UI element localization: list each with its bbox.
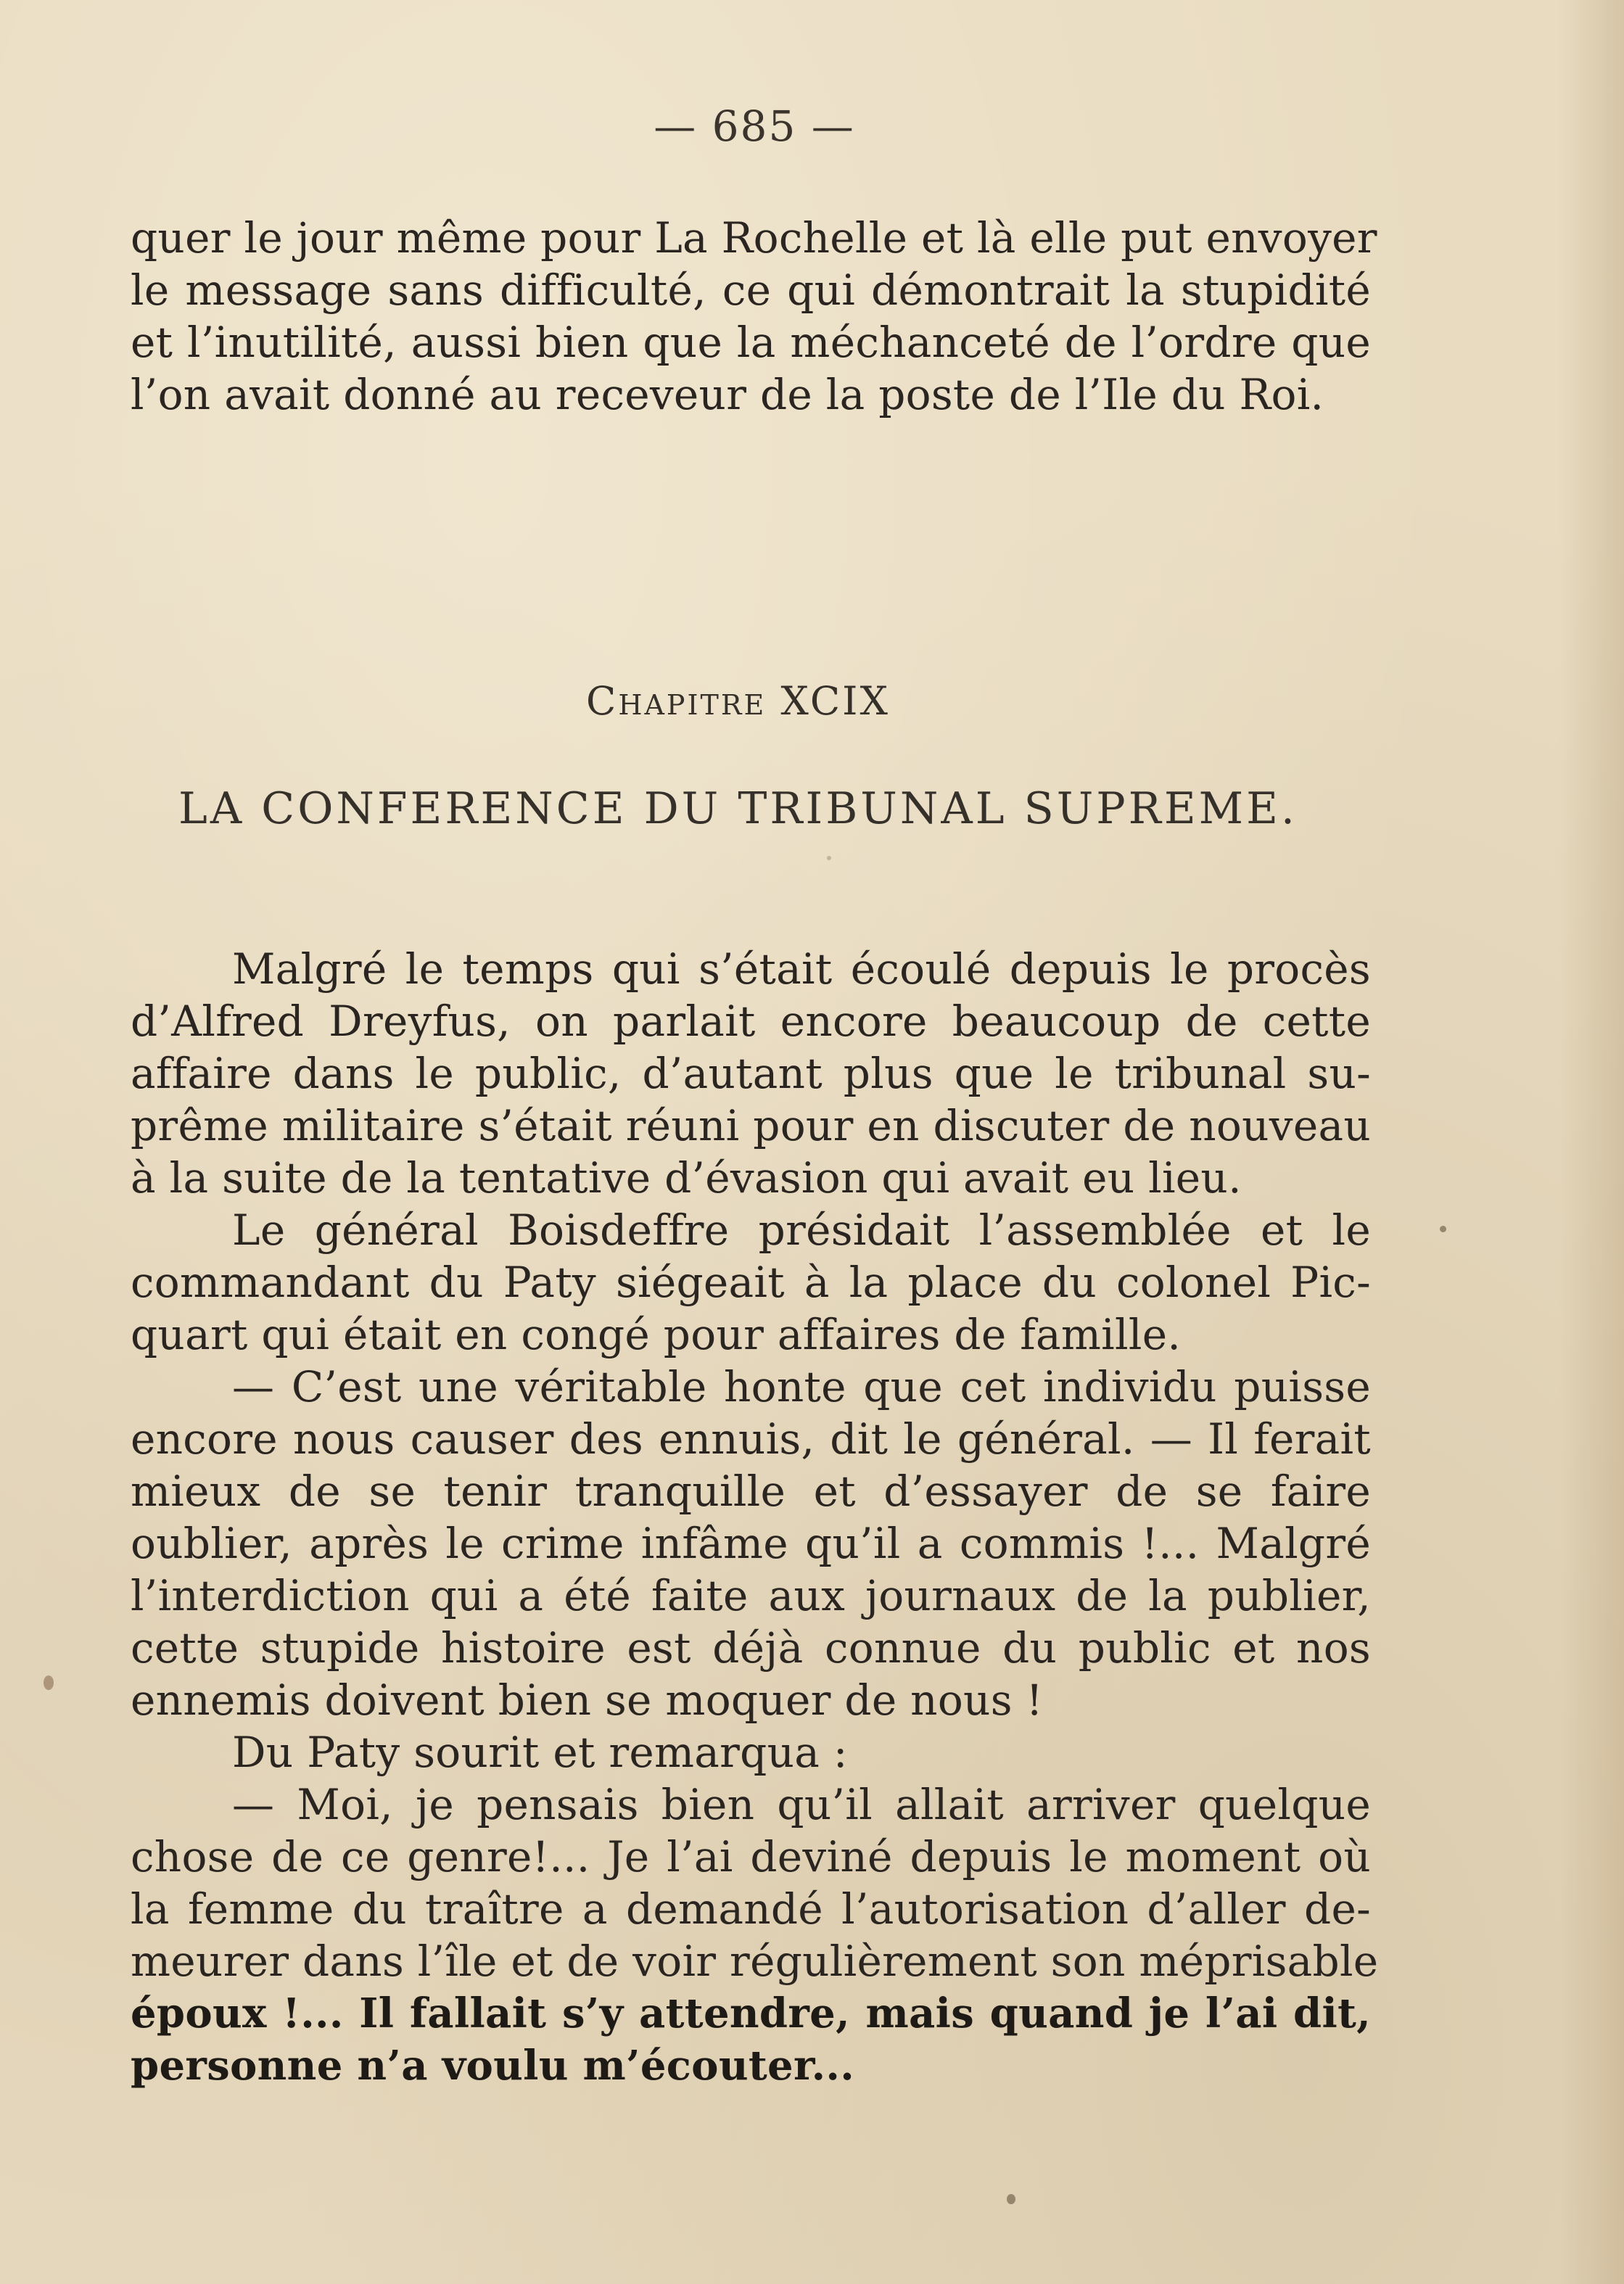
- text-line: mieux de se tenir tranquille et d’essayer de se faire: [131, 1467, 1371, 1516]
- text-line: l’on avait donné au receveur de la poste de l’Ile du Roi.: [131, 370, 1324, 419]
- text-line: la femme du traître a demandé l’autorisation d’aller de-: [131, 1884, 1371, 1934]
- text-line: affaire dans le public, d’autant plus que le tribunal su-: [131, 1049, 1371, 1098]
- paper-speck: [1007, 2194, 1015, 2204]
- text-line: oublier, après le crime infâme qu’il a commis !... Malgré: [131, 1519, 1371, 1568]
- paper-speck: [827, 856, 831, 860]
- text-line: meurer dans l’île et de voir régulièrement son méprisable: [131, 1937, 1379, 1986]
- text-line: commandant du Paty siégeait à la place du colonel Pic-: [131, 1258, 1371, 1307]
- text-line: ennemis doivent bien se moquer de nous !: [131, 1675, 1044, 1725]
- chapter-label: [0, 678, 1476, 724]
- text-line: l’interdiction qui a été faite aux journaux de la publier,: [131, 1571, 1371, 1620]
- text-line: Du Paty sourit et remarqua :: [232, 1728, 848, 1777]
- text-line: encore nous causer des ennuis, dit le général. — Il ferait: [131, 1414, 1371, 1464]
- text-line: — C’est une véritable honte que cet individu puisse: [232, 1362, 1371, 1411]
- text-line: et l’inutilité, aussi bien que la méchanceté de l’ordre que: [131, 318, 1371, 367]
- text-line: Le général Boisdeffre présidait l’assemblée et le: [232, 1205, 1371, 1255]
- text-line: Malgré le temps qui s’était écoulé depuis le procès: [232, 944, 1371, 994]
- text-line: — Moi, je pensais bien qu’il allait arriver quelque: [232, 1780, 1371, 1829]
- paper-speck: [44, 1675, 54, 1690]
- text-line: quer le jour même pour La Rochelle et là elle put envoyer: [131, 213, 1377, 263]
- text-line: d’Alfred Dreyfus, on parlait encore beaucoup de cette: [131, 997, 1371, 1046]
- chapter-title: LA CONFERENCE DU TRIBUNAL SUPREME.: [178, 783, 1298, 834]
- page-edge-shadow: [1559, 0, 1624, 2284]
- text-line: prême militaire s’était réuni pour en discuter de nouveau: [131, 1101, 1371, 1150]
- text-line: chose de ce genre!... Je l’ai deviné depuis le moment où: [131, 1832, 1371, 1881]
- text-line: quart qui était en congé pour affaires de famille.: [131, 1310, 1182, 1359]
- chapter-label-text: Chapitre XCIX: [586, 678, 890, 724]
- page-number: — 685 —: [654, 102, 855, 151]
- text-line: personne n’a voulu m’écouter...: [131, 2042, 854, 2090]
- text-line: époux !... Il fallait s’y attendre, mais quand je l’ai dit,: [131, 1990, 1371, 2037]
- text-line: le message sans difficulté, ce qui démontrait la stupidité: [131, 265, 1371, 315]
- text-line: cette stupide histoire est déjà connue du public et nos: [131, 1623, 1371, 1673]
- text-line: à la suite de la tentative d’évasion qui avait eu lieu.: [131, 1153, 1242, 1203]
- paper-speck: [1440, 1226, 1446, 1232]
- intro-paragraph: [131, 212, 1377, 421]
- chapter-body: [131, 943, 1379, 2092]
